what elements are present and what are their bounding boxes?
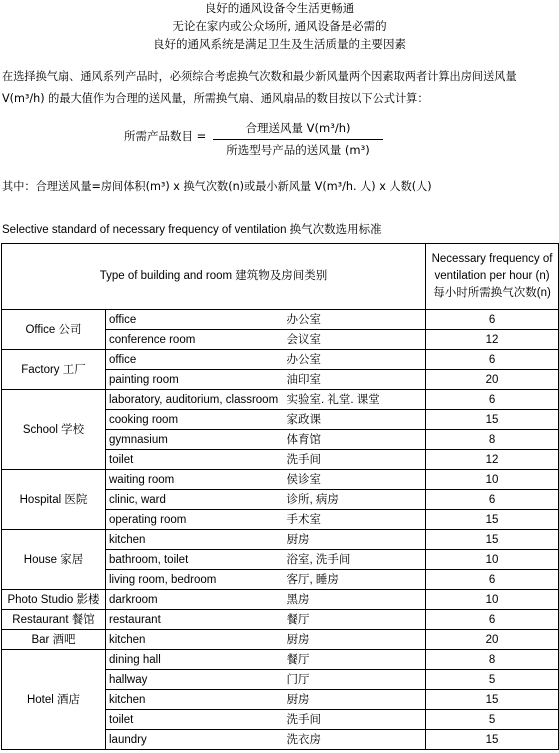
frequency-cell: 5 (426, 670, 559, 690)
formula-numerator: 合理送风量 V(m³/h) (245, 121, 351, 135)
room-zh-cell: 餐厅 (284, 610, 426, 630)
table-header-row (2, 244, 559, 310)
room-en-cell: kitchen (106, 530, 284, 550)
table-row (2, 350, 559, 370)
room-zh-cell: 客厅, 睡房 (284, 570, 426, 590)
room-en-cell: operating room (106, 510, 284, 530)
category-cell: Bar 酒吧 (2, 630, 106, 650)
formula-label: 所需产品数目 = (124, 129, 207, 143)
room-en-cell: kitchen (106, 690, 284, 710)
table-row (2, 390, 559, 410)
table-row (2, 630, 559, 650)
room-zh-cell: 手术室 (284, 510, 426, 530)
header-frequency: Necessary frequency of ventilation per hour (n) 每小时所需换气次数(n) (426, 244, 559, 310)
category-cell: Hotel 酒店 (2, 650, 106, 750)
header-line-2: 无论在家内或公众场所, 通风设备是必需的 (172, 19, 387, 33)
room-en-cell: painting room (106, 370, 284, 390)
room-en-cell: toilet (106, 710, 284, 730)
room-zh-cell: 办公室 (284, 310, 426, 330)
frequency-cell: 12 (426, 450, 559, 470)
table-row (2, 470, 559, 490)
room-zh-cell: 会议室 (284, 330, 426, 350)
room-zh-cell: 厨房 (284, 690, 426, 710)
room-zh-cell: 黑房 (284, 590, 426, 610)
room-en-cell: gymnasium (106, 430, 284, 450)
frequency-cell: 15 (426, 730, 559, 750)
room-zh-cell: 浴室, 洗手间 (284, 550, 426, 570)
room-zh-cell: 体育馆 (284, 430, 426, 450)
category-cell: Factory 工厂 (2, 350, 106, 390)
header-line-3: 良好的通风系统是满足卫生及生活质量的主要因素 (153, 37, 406, 51)
room-zh-cell: 办公室 (284, 350, 426, 370)
room-zh-cell: 洗手间 (284, 710, 426, 730)
frequency-cell: 6 (426, 350, 559, 370)
room-zh-cell: 厨房 (284, 630, 426, 650)
room-zh-cell: 实验室. 礼堂. 课堂 (284, 390, 426, 410)
header-line-1: 良好的通风设备令生活更畅通 (204, 1, 355, 15)
table-row (2, 610, 559, 630)
room-zh-cell: 餐厅 (284, 650, 426, 670)
room-en-cell: clinic, ward (106, 490, 284, 510)
frequency-cell: 15 (426, 510, 559, 530)
ventilation-table (1, 243, 559, 750)
table-row (2, 530, 559, 550)
frequency-cell: 12 (426, 330, 559, 350)
frequency-cell: 5 (426, 710, 559, 730)
room-zh-cell: 油印室 (284, 370, 426, 390)
room-zh-cell: 家政课 (284, 410, 426, 430)
room-en-cell: cooking room (106, 410, 284, 430)
table-row (2, 310, 559, 330)
frequency-cell: 10 (426, 470, 559, 490)
room-zh-cell: 门厅 (284, 670, 426, 690)
room-zh-cell: 洗手间 (284, 450, 426, 470)
frequency-cell: 6 (426, 310, 559, 330)
category-cell: Photo Studio 影楼 (2, 590, 106, 610)
category-cell: Office 公司 (2, 310, 106, 350)
frequency-cell: 15 (426, 690, 559, 710)
formula-denominator: 所选型号产品的送风量 (m³) (226, 143, 370, 157)
frequency-cell: 20 (426, 370, 559, 390)
frequency-cell: 20 (426, 630, 559, 650)
room-en-cell: office (106, 350, 284, 370)
frequency-cell: 10 (426, 590, 559, 610)
category-cell: House 家居 (2, 530, 106, 590)
room-en-cell: waiting room (106, 470, 284, 490)
room-en-cell: kitchen (106, 630, 284, 650)
frequency-cell: 10 (426, 550, 559, 570)
room-zh-cell: 洗衣房 (284, 730, 426, 750)
formula-divider (213, 139, 383, 140)
room-en-cell: office (106, 310, 284, 330)
room-en-cell: dining hall (106, 650, 284, 670)
category-cell: Hospital 医院 (2, 470, 106, 530)
category-cell: Restaurant 餐馆 (2, 610, 106, 630)
frequency-cell: 6 (426, 490, 559, 510)
room-en-cell: hallway (106, 670, 284, 690)
room-en-cell: restaurant (106, 610, 284, 630)
room-en-cell: darkroom (106, 590, 284, 610)
room-en-cell: bathroom, toilet (106, 550, 284, 570)
room-en-cell: living room, bedroom (106, 570, 284, 590)
frequency-cell: 6 (426, 390, 559, 410)
frequency-cell: 15 (426, 410, 559, 430)
room-en-cell: laundry (106, 730, 284, 750)
table-caption: Selective standard of necessary frequency of ventilation 换气次数选用标准 (2, 224, 382, 236)
formula (0, 118, 559, 162)
room-zh-cell: 诊所, 病房 (284, 490, 426, 510)
frequency-cell: 15 (426, 530, 559, 550)
table-row (2, 590, 559, 610)
frequency-cell: 6 (426, 610, 559, 630)
formula-note: 其中：合理送风量=房间体积(m³) x 换气次数(n)或最小新风量 V(m³/h. 人) x 人数(人) (2, 180, 432, 193)
frequency-cell: 8 (426, 650, 559, 670)
category-cell: School 学校 (2, 390, 106, 470)
intro-line-1: 在选择换气扇、通风系列产品时，必须综合考虑换气次数和最少新风量两个因素取两者计算出房间送风量 (2, 70, 517, 83)
intro-line-2: V(m³/h) 的最大值作为合理的送风量，所需换气扇、通风扇品的数目按以下公式计算： (2, 92, 429, 105)
frequency-cell: 8 (426, 430, 559, 450)
frequency-cell: 6 (426, 570, 559, 590)
table-row (2, 650, 559, 670)
header-type: Type of building and room 建筑物及房间类别 (2, 244, 426, 310)
room-en-cell: laboratory, auditorium, classroom (106, 390, 284, 410)
room-en-cell: toilet (106, 450, 284, 470)
room-zh-cell: 厨房 (284, 530, 426, 550)
room-zh-cell: 侯诊室 (284, 470, 426, 490)
room-en-cell: conference room (106, 330, 284, 350)
